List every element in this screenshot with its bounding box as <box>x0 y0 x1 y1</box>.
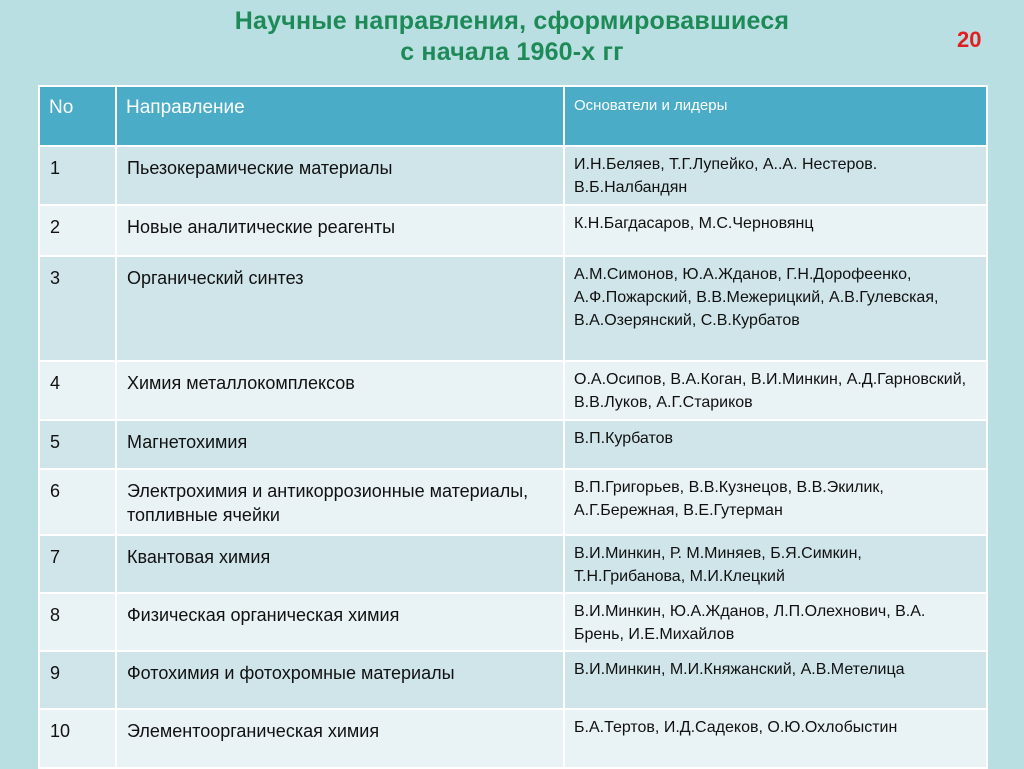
row-number: 7 <box>39 535 116 593</box>
row-direction: Химия металлокомплексов <box>116 361 564 420</box>
row-direction: Физическая органическая химия <box>116 593 564 651</box>
slide-title-line-2: с начала 1960-х гг <box>400 38 624 66</box>
row-founders: И.Н.Беляев, Т.Г.Лупейко, А..А. Нестеров. В.Б.Налбандян <box>564 146 987 205</box>
row-direction: Магнетохимия <box>116 420 564 469</box>
row-number: 2 <box>39 205 116 256</box>
row-direction: Электрохимия и антикоррозионные материалы, топливные ячейки <box>116 469 564 535</box>
row-direction: Квантовая химия <box>116 535 564 593</box>
row-number: 4 <box>39 361 116 420</box>
directions-table <box>38 85 988 769</box>
table-row <box>39 420 987 469</box>
table-row <box>39 256 987 361</box>
row-founders: А.М.Симонов, Ю.А.Жданов, Г.Н.Дорофеенко, А.Ф.Пожарский, В.В.Межерицкий, А.В.Гулевская, В.А.Озерянский, С.В.Курбатов <box>564 256 987 361</box>
row-number: 6 <box>39 469 116 535</box>
row-founders: Б.А.Тертов, И.Д.Садеков, О.Ю.Охлобыстин <box>564 709 987 768</box>
slide-number: 20 <box>957 27 982 52</box>
row-founders: О.А.Осипов, В.А.Коган, В.И.Минкин, А.Д.Гарновский, В.В.Луков, А.Г.Стариков <box>564 361 987 420</box>
table-row <box>39 709 987 768</box>
row-number: 8 <box>39 593 116 651</box>
row-founders: В.П.Курбатов <box>564 420 987 469</box>
row-founders: В.И.Минкин, Ю.А.Жданов, Л.П.Олехнович, В.А. Брень, И.Е.Михайлов <box>564 593 987 651</box>
row-number: 3 <box>39 256 116 361</box>
row-number: 1 <box>39 146 116 205</box>
row-direction: Органический синтез <box>116 256 564 361</box>
row-founders: В.П.Григорьев, В.В.Кузнецов, В.В.Экилик, А.Г.Бережная, В.Е.Гутерман <box>564 469 987 535</box>
row-number: 10 <box>39 709 116 768</box>
table-row <box>39 651 987 709</box>
table-row <box>39 146 987 205</box>
row-founders: В.И.Минкин, М.И.Княжанский, А.В.Метелица <box>564 651 987 709</box>
row-number: 5 <box>39 420 116 469</box>
row-founders: К.Н.Багдасаров, М.С.Черновянц <box>564 205 987 256</box>
row-founders: В.И.Минкин, Р. М.Миняев, Б.Я.Симкин, Т.Н.Грибанова, М.И.Клецкий <box>564 535 987 593</box>
row-direction: Пьезокерамические материалы <box>116 146 564 205</box>
row-direction: Новые аналитические реагенты <box>116 205 564 256</box>
slide-title-line-1: Научные направления, сформировавшиеся <box>234 7 790 35</box>
table-row <box>39 361 987 420</box>
header-founders: Основатели и лидеры <box>564 86 987 146</box>
row-direction: Фотохимия и фотохромные материалы <box>116 651 564 709</box>
row-number: 9 <box>39 651 116 709</box>
table-row <box>39 535 987 593</box>
slide-title <box>0 6 1024 68</box>
table-row <box>39 205 987 256</box>
table-row <box>39 593 987 651</box>
row-direction: Элементоорганическая химия <box>116 709 564 768</box>
table-header-row <box>39 86 987 146</box>
header-direction: Направление <box>116 86 564 146</box>
header-number: No <box>39 86 116 146</box>
table-row <box>39 469 987 535</box>
